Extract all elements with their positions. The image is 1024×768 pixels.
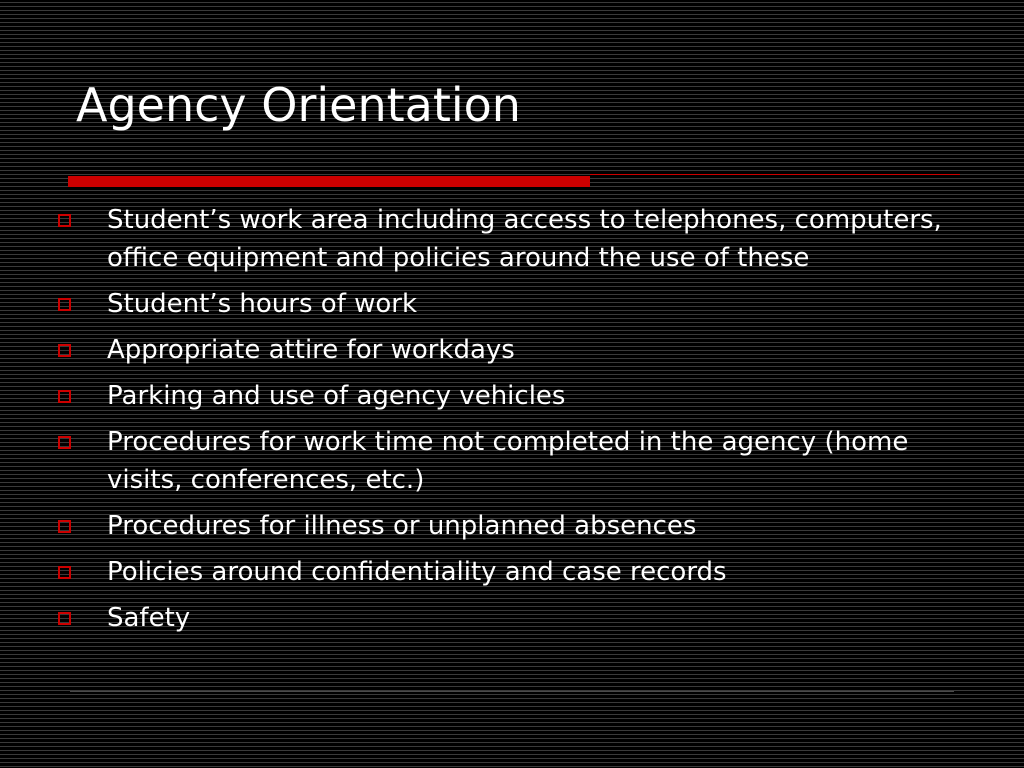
bullet-item [54,201,954,277]
bullet-text: Policies around confidentiality and case records [107,557,727,587]
bullet-item [54,377,954,415]
square-bullet-icon [58,566,71,579]
bullet-text: Student’s hours of work [107,289,418,319]
footer-divider [70,691,954,692]
bullet-text: Procedures for work time not completed in the agency (home visits, conferences, etc.) [107,427,909,495]
slide-title: Agency Orientation [76,78,521,132]
square-bullet-icon [58,344,71,357]
bullet-item [54,553,954,591]
bullet-text: Appropriate attire for workdays [107,335,515,365]
square-bullet-icon [58,390,71,403]
square-bullet-icon [58,520,71,533]
bullet-item [54,331,954,369]
bullet-text: Safety [107,603,191,633]
square-bullet-icon [58,612,71,625]
title-underline-thin [590,174,960,175]
bullet-item [54,599,954,637]
bullet-item [54,423,954,499]
bullet-item [54,507,954,545]
bullet-list [54,201,954,645]
square-bullet-icon [58,214,71,227]
title-underline-thick [68,176,590,187]
square-bullet-icon [58,436,71,449]
bullet-text: Procedures for illness or unplanned absences [107,511,697,541]
bullet-text: Student’s work area including access to telephones, computers, office equipment and policies around the use of these [107,205,942,273]
bullet-text: Parking and use of agency vehicles [107,381,566,411]
bullet-item [54,285,954,323]
square-bullet-icon [58,298,71,311]
